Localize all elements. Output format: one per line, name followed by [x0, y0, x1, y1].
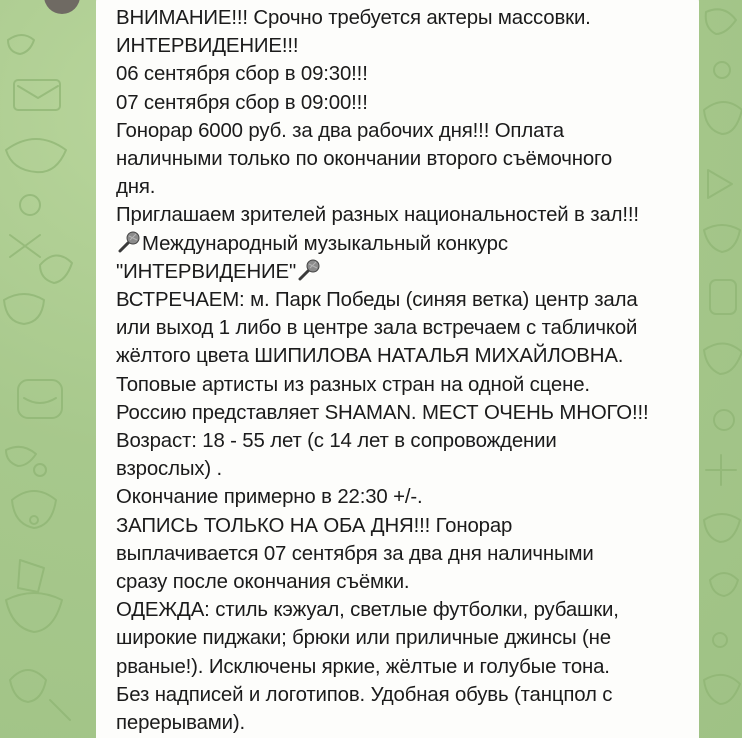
message-line: жёлтого цвета ШИПИЛОВА НАТАЛЬЯ МИХАЙЛОВНА.: [116, 345, 624, 368]
message-line: дня.: [116, 176, 156, 199]
message-line: 06 сентября сбор в 09:30!!!: [116, 63, 368, 86]
message-line: Возраст: 18 - 55 лет (с 14 лет в сопровождении: [116, 430, 557, 453]
microphone-icon: [117, 231, 141, 253]
message-bubble: [96, 0, 699, 738]
message-line: ИНТЕРВИДЕНИЕ!!!: [116, 35, 299, 58]
message-line: выплачивается 07 сентября за два дня наличными: [116, 542, 594, 565]
message-line: широкие пиджаки; брюки или приличные джинсы (не: [116, 627, 611, 650]
message-line: Россию представляет SHAMAN. МЕСТ ОЧЕНЬ МНОГО!!!: [116, 401, 649, 424]
message-line: ОДЕЖДА: стиль кэжуал, светлые футболки, рубашки,: [116, 599, 619, 622]
message-line: взрослых) .: [116, 458, 223, 481]
message-text: [116, 4, 679, 737]
message-line: или выход 1 либо в центре зала встречаем с табличкой: [116, 317, 638, 340]
message-line: 07 сентября сбор в 09:00!!!: [116, 91, 368, 114]
message-line: Приглашаем зрителей разных национальностей в зал!!!: [116, 204, 639, 227]
message-line: Гонорар 6000 руб. за два рабочих дня!!! Оплата: [116, 119, 564, 142]
message-line: Топовые артисты из разных стран на одной сцене.: [116, 373, 590, 396]
message-line: рваные!). Исключены яркие, жёлтые и голубые тона.: [116, 655, 610, 678]
message-line-with-icon: [116, 258, 679, 286]
message-line: "ИНТЕРВИДЕНИЕ": [116, 260, 297, 283]
message-line: ВСТРЕЧАЕМ: м. Парк Победы (синяя ветка) центр зала: [116, 289, 638, 312]
microphone-icon: [297, 259, 321, 281]
message-line: сразу после окончания съёмки.: [116, 571, 410, 594]
message-line: ВНИМАНИЕ!!! Срочно требуется актеры массовки.: [116, 7, 591, 29]
message-line-with-icon: [116, 230, 679, 258]
message-line: наличными только по окончании второго съёмочного: [116, 148, 613, 171]
message-line: Окончание примерно в 22:30 +/-.: [116, 486, 423, 509]
message-line: перерывами).: [116, 712, 246, 735]
message-line: Международный музыкальный конкурс: [142, 232, 508, 255]
message-line: Без надписей и логотипов. Удобная обувь (танцпол с: [116, 683, 613, 706]
message-line: ЗАПИСЬ ТОЛЬКО НА ОБА ДНЯ!!! Гонорар: [116, 514, 513, 537]
